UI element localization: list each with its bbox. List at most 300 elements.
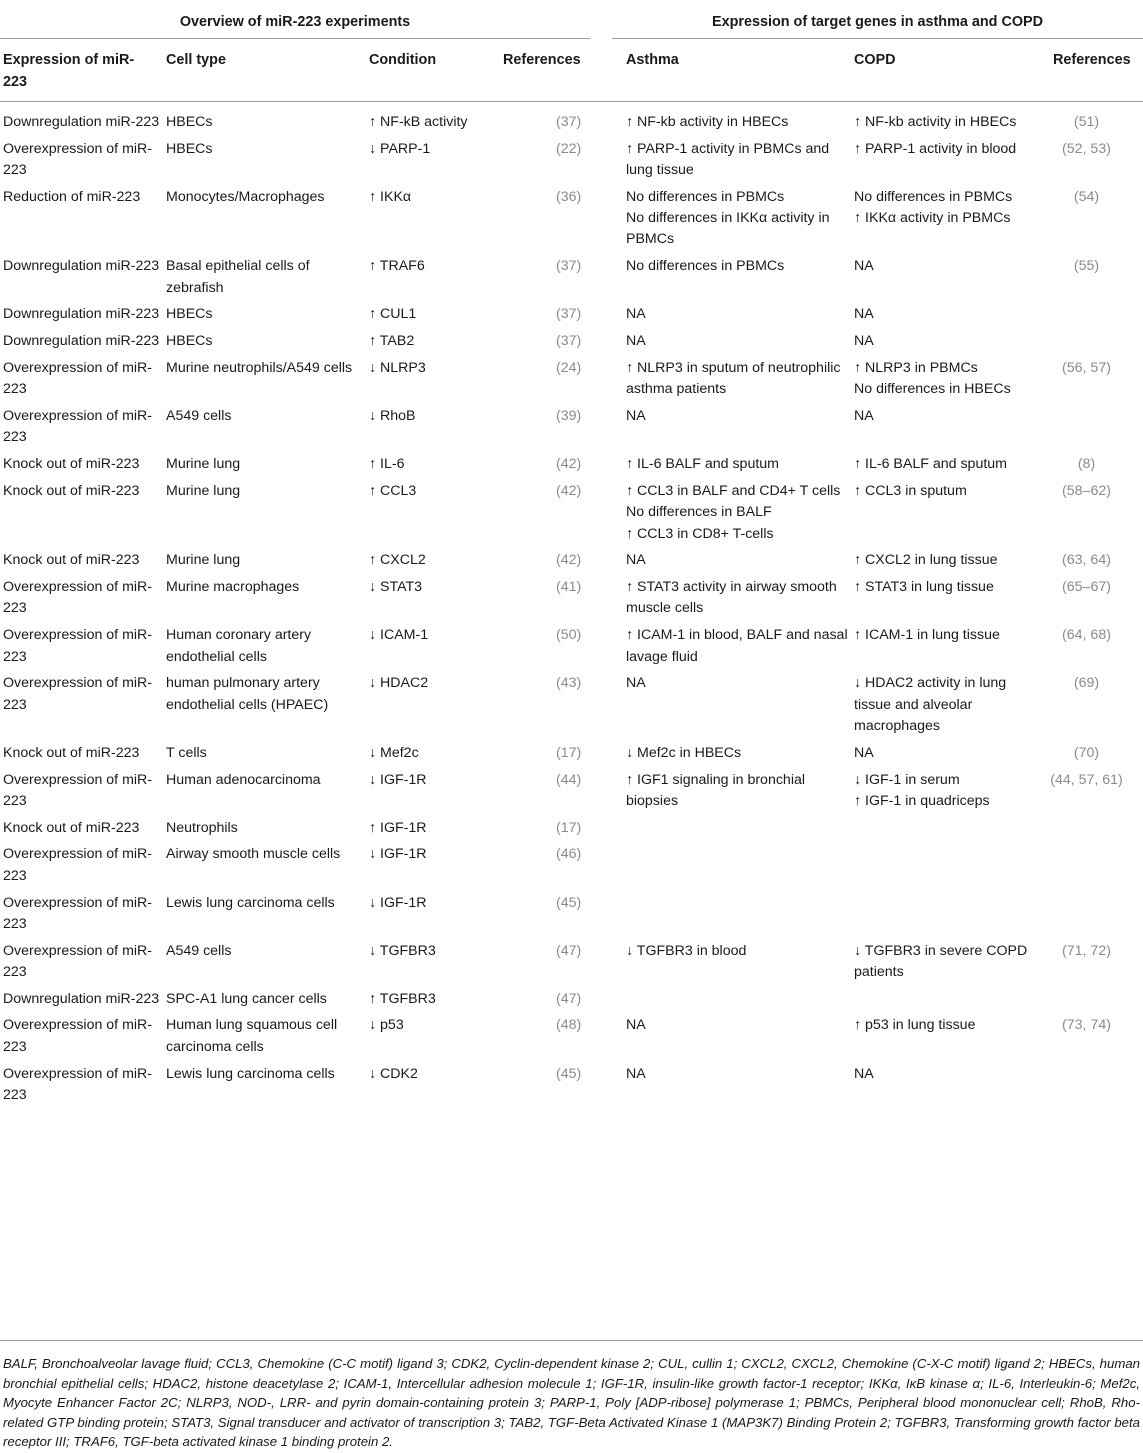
expression-cell-text: Overexpression of miR-223: [3, 1065, 153, 1103]
table-row: [0, 187, 1143, 256]
cell-type-cell: [166, 577, 369, 625]
condition-cell-text: ↓ IGF-1R: [369, 846, 427, 863]
condition-cell: [369, 673, 489, 742]
copd-cell-text: NA: [854, 1065, 874, 1082]
asthma-cell: [626, 256, 854, 304]
group-header-experiments: Overview of miR-223 experiments: [179, 14, 411, 30]
expression-cell-text: Downregulation miR-223: [3, 114, 160, 130]
cell-type-cell-text: T cells: [166, 744, 207, 761]
asthma-cell-text: No differences in PBMCs: [626, 258, 785, 275]
cell-type-cell-text: Human lung squamous cell carcinoma cells: [166, 1017, 338, 1055]
copd-cell-text: ↑ NLRP3 in PBMCs No differences in HBECs: [854, 359, 1011, 398]
copd-cell: [854, 1064, 1030, 1112]
asthma-cell: [626, 331, 854, 358]
condition-cell-text: ↓ p53: [369, 1017, 404, 1034]
table-row: [0, 673, 1143, 742]
cell-type-cell-text: Basal epithelial cells of zebrafish: [166, 258, 310, 296]
reference-right-cell-text: (69): [1073, 675, 1100, 692]
table-row: [0, 743, 1143, 770]
table-row: [0, 625, 1143, 673]
asthma-cell-text: ↑ PARP-1 activity in PBMCs and lung tissue: [626, 140, 830, 179]
copd-cell: [854, 481, 1030, 550]
asthma-cell: [626, 358, 854, 406]
reference-right-cell-text: (54): [1073, 188, 1100, 205]
asthma-cell: [626, 1064, 854, 1112]
reference-left-cell-text: (47): [556, 990, 582, 1007]
condition-cell-text: ↓ PARP-1: [369, 140, 431, 157]
reference-left-cell-text: (45): [556, 894, 582, 911]
cell-type-cell-text: Monocytes/Macrophages: [166, 188, 325, 205]
group-underline-left: [0, 38, 590, 39]
expression-cell: [0, 304, 166, 331]
condition-cell: [369, 304, 489, 331]
reference-right-cell: [1030, 743, 1143, 770]
reference-right-cell: [1030, 112, 1143, 139]
copd-cell-text: ↑ ICAM-1 in lung tissue: [854, 627, 1000, 644]
cell-type-cell-text: Murine neutrophils/A549 cells: [166, 359, 353, 376]
table-row: [0, 358, 1143, 406]
asthma-cell: [626, 187, 854, 256]
reference-left-cell-text: (39): [556, 408, 582, 425]
reference-right-cell: [1030, 304, 1143, 331]
condition-cell: [369, 406, 489, 454]
cell-type-cell: [166, 989, 369, 1016]
cell-type-cell: [166, 256, 369, 304]
condition-cell: [369, 893, 489, 941]
copd-cell-text: No differences in PBMCs ↑ IKKα activity in PBMCs: [854, 188, 1013, 227]
condition-cell-text: ↓ NLRP3: [369, 359, 426, 376]
col-header-copd: COPD: [854, 52, 896, 68]
reference-left-cell-text: (17): [556, 744, 582, 761]
asthma-cell: [626, 139, 854, 187]
cell-type-cell: [166, 481, 369, 550]
reference-left-cell: [489, 256, 626, 304]
col-header-cell-type: Cell type: [166, 52, 226, 68]
copd-cell: [854, 454, 1030, 481]
expression-cell: [0, 481, 166, 550]
cell-type-cell: [166, 818, 369, 845]
cell-type-cell-text: A549 cells: [166, 942, 232, 959]
table-row: [0, 770, 1143, 818]
condition-cell-text: ↑ TGFBR3: [369, 990, 436, 1007]
expression-cell-text: Downregulation miR-223: [3, 306, 160, 323]
reference-left-cell: [489, 770, 626, 818]
condition-cell: [369, 743, 489, 770]
table-row: [0, 1015, 1143, 1063]
asthma-cell: [626, 893, 854, 941]
cell-type-cell: [166, 1015, 369, 1063]
reference-left-cell-text: (43): [556, 675, 582, 692]
group-header-target-genes: Expression of target genes in asthma and COPD: [711, 14, 1044, 30]
reference-right-cell-text: (51): [1073, 114, 1100, 130]
cell-type-cell: [166, 358, 369, 406]
expression-cell-text: Overexpression of miR-223: [3, 359, 153, 398]
expression-cell: [0, 673, 166, 742]
asthma-cell-text: NA: [626, 306, 646, 323]
asthma-cell-text: NA: [626, 1017, 646, 1034]
copd-cell-text: ↑ IL-6 BALF and sputum: [854, 456, 1007, 473]
expression-cell: [0, 577, 166, 625]
cell-type-cell-text: Murine lung: [166, 552, 241, 569]
asthma-cell-text: ↑ STAT3 activity in airway smooth muscle cells: [626, 579, 837, 617]
reference-right-cell: [1030, 406, 1143, 454]
condition-cell: [369, 941, 489, 989]
cell-type-cell: [166, 187, 369, 256]
copd-cell-text: ↑ CCL3 in sputum: [854, 482, 967, 499]
condition-cell-text: ↑ IL-6: [369, 456, 405, 473]
cell-type-cell: [166, 454, 369, 481]
copd-cell: [854, 941, 1030, 989]
condition-cell-text: ↓ Mef2c: [369, 744, 419, 761]
table-row: [0, 989, 1143, 1016]
asthma-cell: [626, 941, 854, 989]
reference-left-cell-text: (37): [556, 333, 582, 350]
copd-cell: [854, 331, 1030, 358]
reference-left-cell: [489, 304, 626, 331]
condition-cell-text: ↓ STAT3: [369, 579, 423, 596]
reference-right-cell-text: (63, 64): [1062, 552, 1111, 569]
condition-cell-text: ↓ ICAM-1: [369, 627, 429, 644]
expression-cell: [0, 331, 166, 358]
condition-cell: [369, 1064, 489, 1112]
reference-left-cell: [489, 577, 626, 625]
col-header-condition: Condition: [369, 52, 437, 68]
cell-type-cell-text: HBECs: [166, 306, 213, 323]
reference-right-cell: [1030, 358, 1143, 406]
copd-cell-text: ↓ TGFBR3 in severe COPD patients: [854, 942, 1028, 980]
copd-cell-text: ↑ STAT3 in lung tissue: [854, 579, 994, 596]
copd-cell-text: ↓ HDAC2 activity in lung tissue and alveolar macrophages: [854, 675, 1007, 734]
condition-cell: [369, 139, 489, 187]
reference-right-cell-text: (56, 57): [1062, 359, 1111, 376]
cell-type-cell-text: SPC-A1 lung cancer cells: [166, 990, 327, 1007]
cell-type-cell-text: HBECs: [166, 140, 213, 157]
reference-left-cell-text: (44): [556, 771, 582, 788]
expression-cell: [0, 844, 166, 892]
expression-cell: [0, 112, 166, 139]
condition-cell-text: ↓ TGFBR3: [369, 942, 436, 959]
table-row: [0, 304, 1143, 331]
expression-cell: [0, 358, 166, 406]
expression-cell: [0, 256, 166, 304]
expression-cell: [0, 454, 166, 481]
expression-cell-text: Downregulation miR-223: [3, 258, 160, 275]
cell-type-cell-text: HBECs: [166, 114, 213, 130]
condition-cell: [369, 770, 489, 818]
expression-cell-text: Overexpression of miR-223: [3, 579, 153, 617]
asthma-cell-text: NA: [626, 552, 646, 569]
reference-right-cell: [1030, 550, 1143, 577]
cell-type-cell: [166, 673, 369, 742]
asthma-cell-text: NA: [626, 675, 646, 692]
asthma-cell: [626, 406, 854, 454]
reference-right-cell-text: (70): [1073, 744, 1100, 761]
expression-cell-text: Downregulation miR-223: [3, 333, 160, 350]
expression-cell-text: Knock out of miR-223: [3, 456, 140, 473]
condition-cell-text: ↑ CUL1: [369, 306, 417, 323]
table-row: [0, 844, 1143, 892]
asthma-cell: [626, 770, 854, 818]
data-table: [0, 112, 1143, 1112]
reference-right-cell: [1030, 577, 1143, 625]
condition-cell-text: ↓ CDK2: [369, 1065, 418, 1082]
copd-cell: [854, 358, 1030, 406]
reference-right-cell: [1030, 989, 1143, 1016]
reference-left-cell: [489, 743, 626, 770]
cell-type-cell-text: HBECs: [166, 333, 213, 350]
asthma-cell: [626, 577, 854, 625]
reference-right-cell-text: (44, 57, 61): [1050, 771, 1123, 788]
condition-cell: [369, 625, 489, 673]
condition-cell: [369, 454, 489, 481]
asthma-cell: [626, 481, 854, 550]
cell-type-cell-text: A549 cells: [166, 408, 232, 425]
reference-left-cell: [489, 454, 626, 481]
expression-cell-text: Knock out of miR-223: [3, 552, 140, 569]
expression-cell: [0, 139, 166, 187]
cell-type-cell: [166, 406, 369, 454]
cell-type-cell: [166, 139, 369, 187]
expression-cell-text: Overexpression of miR-223: [3, 140, 153, 179]
reference-right-cell-text: (58–62): [1062, 482, 1111, 499]
reference-right-cell: [1030, 625, 1143, 673]
copd-cell: [854, 625, 1030, 673]
table-row: [0, 481, 1143, 550]
reference-left-cell: [489, 625, 626, 673]
table-row: [0, 406, 1143, 454]
condition-cell: [369, 481, 489, 550]
expression-cell-text: Overexpression of miR-223: [3, 675, 153, 713]
asthma-cell-text: ↑ IL-6 BALF and sputum: [626, 456, 779, 473]
reference-right-cell: [1030, 1064, 1143, 1112]
asthma-cell: [626, 743, 854, 770]
reference-left-cell: [489, 139, 626, 187]
reference-left-cell: [489, 989, 626, 1016]
reference-right-cell: [1030, 844, 1143, 892]
copd-cell-text: ↑ p53 in lung tissue: [854, 1017, 976, 1034]
reference-right-cell-text: (55): [1073, 258, 1100, 275]
asthma-cell-text: NA: [626, 333, 646, 350]
condition-cell-text: ↑ IKKα: [369, 188, 412, 205]
reference-left-cell: [489, 187, 626, 256]
condition-cell-text: ↑ CCL3: [369, 482, 417, 499]
expression-cell: [0, 187, 166, 256]
expression-cell-text: Overexpression of miR-223: [3, 408, 153, 446]
cell-type-cell-text: Murine lung: [166, 482, 241, 499]
expression-cell-text: Overexpression of miR-223: [3, 942, 153, 980]
reference-left-cell: [489, 358, 626, 406]
reference-right-cell-text: (52, 53): [1062, 140, 1111, 157]
reference-left-cell-text: (45): [556, 1065, 582, 1082]
asthma-cell-text: ↑ CCL3 in BALF and CD4+ T cells No differences in BALF ↑ CCL3 in CD8+ T-cells: [626, 482, 841, 542]
col-header-expression: Expression of miR-223: [3, 52, 135, 90]
reference-right-cell-text: (64, 68): [1062, 627, 1111, 644]
expression-cell-text: Knock out of miR-223: [3, 819, 140, 836]
expression-cell-text: Overexpression of miR-223: [3, 846, 153, 884]
condition-cell: [369, 550, 489, 577]
condition-cell-text: ↑ NF-kB activity: [369, 114, 468, 130]
asthma-cell-text: ↑ ICAM-1 in blood, BALF and nasal lavage fluid: [626, 627, 848, 665]
table-row: [0, 550, 1143, 577]
copd-cell: [854, 818, 1030, 845]
header-rule: [0, 101, 1143, 102]
reference-right-cell: [1030, 673, 1143, 742]
reference-left-cell-text: (50): [556, 627, 582, 644]
asthma-cell-text: ↑ IGF1 signaling in bronchial biopsies: [626, 771, 806, 809]
asthma-cell-text: No differences in PBMCs No differences in IKKα activity in PBMCs: [626, 188, 830, 248]
copd-cell: [854, 743, 1030, 770]
condition-cell-text: ↑ TAB2: [369, 333, 415, 350]
reference-left-cell-text: (42): [556, 456, 582, 473]
cell-type-cell: [166, 893, 369, 941]
table-row: [0, 893, 1143, 941]
reference-left-cell-text: (37): [556, 258, 582, 275]
condition-cell-text: ↑ IGF-1R: [369, 819, 427, 836]
reference-right-cell: [1030, 1015, 1143, 1063]
reference-left-cell: [489, 331, 626, 358]
reference-left-cell-text: (46): [556, 846, 582, 863]
condition-cell: [369, 358, 489, 406]
reference-left-cell: [489, 941, 626, 989]
reference-right-cell: [1030, 256, 1143, 304]
asthma-cell-text: ↑ NF-kb activity in HBECs: [626, 114, 789, 130]
reference-left-cell: [489, 673, 626, 742]
bottom-rule: [0, 1340, 1143, 1341]
reference-right-cell: [1030, 818, 1143, 845]
copd-cell: [854, 577, 1030, 625]
asthma-cell-text: ↓ TGFBR3 in blood: [626, 942, 747, 959]
asthma-cell-text: NA: [626, 408, 646, 425]
condition-cell: [369, 577, 489, 625]
reference-left-cell-text: (17): [556, 819, 582, 836]
copd-cell-text: NA: [854, 333, 874, 350]
table-row: [0, 139, 1143, 187]
reference-right-cell: [1030, 139, 1143, 187]
reference-right-cell: [1030, 187, 1143, 256]
expression-cell: [0, 550, 166, 577]
reference-right-cell: [1030, 454, 1143, 481]
expression-cell-text: Reduction of miR-223: [3, 188, 141, 205]
copd-cell: [854, 187, 1030, 256]
cell-type-cell: [166, 770, 369, 818]
copd-cell-text: ↑ NF-kb activity in HBECs: [854, 114, 1017, 130]
condition-cell: [369, 1015, 489, 1063]
copd-cell: [854, 893, 1030, 941]
table-row: [0, 331, 1143, 358]
expression-cell-text: Knock out of miR-223: [3, 744, 140, 761]
reference-left-cell: [489, 893, 626, 941]
copd-cell: [854, 844, 1030, 892]
reference-left-cell-text: (37): [556, 306, 582, 323]
condition-cell-text: ↓ IGF-1R: [369, 894, 427, 911]
condition-cell: [369, 989, 489, 1016]
reference-right-cell-text: (73, 74): [1062, 1017, 1111, 1034]
cell-type-cell: [166, 625, 369, 673]
cell-type-cell-text: Murine lung: [166, 456, 241, 473]
expression-cell: [0, 770, 166, 818]
copd-cell-text: ↑ CXCL2 in lung tissue: [854, 552, 998, 569]
reference-left-cell: [489, 112, 626, 139]
cell-type-cell: [166, 844, 369, 892]
condition-cell-text: ↑ TRAF6: [369, 258, 425, 275]
reference-left-cell-text: (22): [556, 140, 582, 157]
reference-right-cell: [1030, 893, 1143, 941]
asthma-cell: [626, 625, 854, 673]
cell-type-cell: [166, 550, 369, 577]
expression-cell-text: Overexpression of miR-223: [3, 627, 153, 665]
reference-left-cell: [489, 481, 626, 550]
copd-cell: [854, 770, 1030, 818]
col-header-references-right: References: [1053, 52, 1131, 68]
cell-type-cell-text: Human coronary artery endothelial cells: [166, 627, 312, 665]
cell-type-cell-text: Human adenocarcinoma: [166, 771, 321, 788]
cell-type-cell: [166, 743, 369, 770]
asthma-cell: [626, 1015, 854, 1063]
col-header-asthma: Asthma: [626, 52, 679, 68]
expression-cell-text: Knock out of miR-223: [3, 482, 140, 499]
group-underline-right: [612, 38, 1143, 39]
table-row: [0, 1064, 1143, 1112]
table-row: [0, 256, 1143, 304]
copd-cell-text: NA: [854, 408, 874, 425]
reference-left-cell: [489, 844, 626, 892]
expression-cell-text: Overexpression of miR-223: [3, 1017, 153, 1055]
asthma-cell-text: ↑ NLRP3 in sputum of neutrophilic asthma patients: [626, 359, 841, 398]
condition-cell-text: ↑ CXCL2: [369, 552, 426, 569]
condition-cell: [369, 112, 489, 139]
reference-right-cell: [1030, 331, 1143, 358]
reference-right-cell-text: (65–67): [1062, 579, 1111, 596]
asthma-cell: [626, 454, 854, 481]
expression-cell: [0, 1064, 166, 1112]
copd-cell-text: ↓ IGF-1 in serum ↑ IGF-1 in quadriceps: [854, 771, 990, 809]
table-footnote: BALF, Bronchoalveolar lavage fluid; CCL3, Chemokine (C-C motif) ligand 3; CDK2, Cyclin-dependent kinase 2; CUL, cullin 1; CXCL2, CXCL2, Chemokine (C-X-C motif) ligand 2; HBECs, human bronchial epithelial cells; HDAC2, histone deacetylase 2; ICAM-1, Intercellular adhesion molecule 1; IGF-1R, insulin-like growth factor-1 receptor; IKKα, IκB kinase α; IL-6, Interleukin-6; Mef2c, Myocyte Enhancer Factor 2C; NLRP3, NOD-, LRR- and pyrin domain-containing protein 3; PARP-1, Poly [ADP-ribose] polymerase 1; PBMCs, Peripheral blood mononuclear cell; RhoB, Rho-related GTP binding protein; STAT3, Signal transducer and activator of transcription 3; TAB2, TGF-Beta Activated Kinase 1 (MAP3K7) Binding Protein 2; TGFBR3, Transforming growth factor beta receptor III; TRAF6, TGF-beta activated kinase 1 binding protein 2.: [3, 1356, 1140, 1450]
reference-left-cell: [489, 818, 626, 845]
expression-cell: [0, 743, 166, 770]
asthma-cell-text: ↓ Mef2c in HBECs: [626, 744, 742, 761]
condition-cell: [369, 256, 489, 304]
condition-cell-text: ↓ HDAC2: [369, 675, 429, 692]
condition-cell-text: ↓ IGF-1R: [369, 771, 427, 788]
asthma-cell-text: NA: [626, 1065, 646, 1082]
condition-cell: [369, 818, 489, 845]
expression-cell-text: Overexpression of miR-223: [3, 894, 153, 932]
reference-left-cell: [489, 1064, 626, 1112]
reference-left-cell-text: (41): [556, 579, 582, 596]
reference-left-cell-text: (42): [556, 482, 582, 499]
table-row: [0, 941, 1143, 989]
reference-right-cell: [1030, 770, 1143, 818]
copd-cell-text: NA: [854, 744, 874, 761]
asthma-cell: [626, 112, 854, 139]
cell-type-cell: [166, 1064, 369, 1112]
copd-cell-text: ↑ PARP-1 activity in blood: [854, 140, 1017, 157]
asthma-cell: [626, 673, 854, 742]
copd-cell: [854, 1015, 1030, 1063]
reference-left-cell-text: (37): [556, 114, 582, 130]
reference-right-cell-text: (8): [1077, 456, 1096, 473]
reference-left-cell-text: (36): [556, 188, 582, 205]
reference-left-cell-text: (24): [556, 359, 582, 376]
cell-type-cell-text: human pulmonary artery endothelial cells (HPAEC): [166, 675, 329, 713]
expression-cell-text: Downregulation miR-223: [3, 990, 160, 1007]
asthma-cell: [626, 989, 854, 1016]
asthma-cell: [626, 550, 854, 577]
expression-cell: [0, 941, 166, 989]
copd-cell: [854, 139, 1030, 187]
reference-left-cell-text: (48): [556, 1017, 582, 1034]
copd-cell: [854, 304, 1030, 331]
